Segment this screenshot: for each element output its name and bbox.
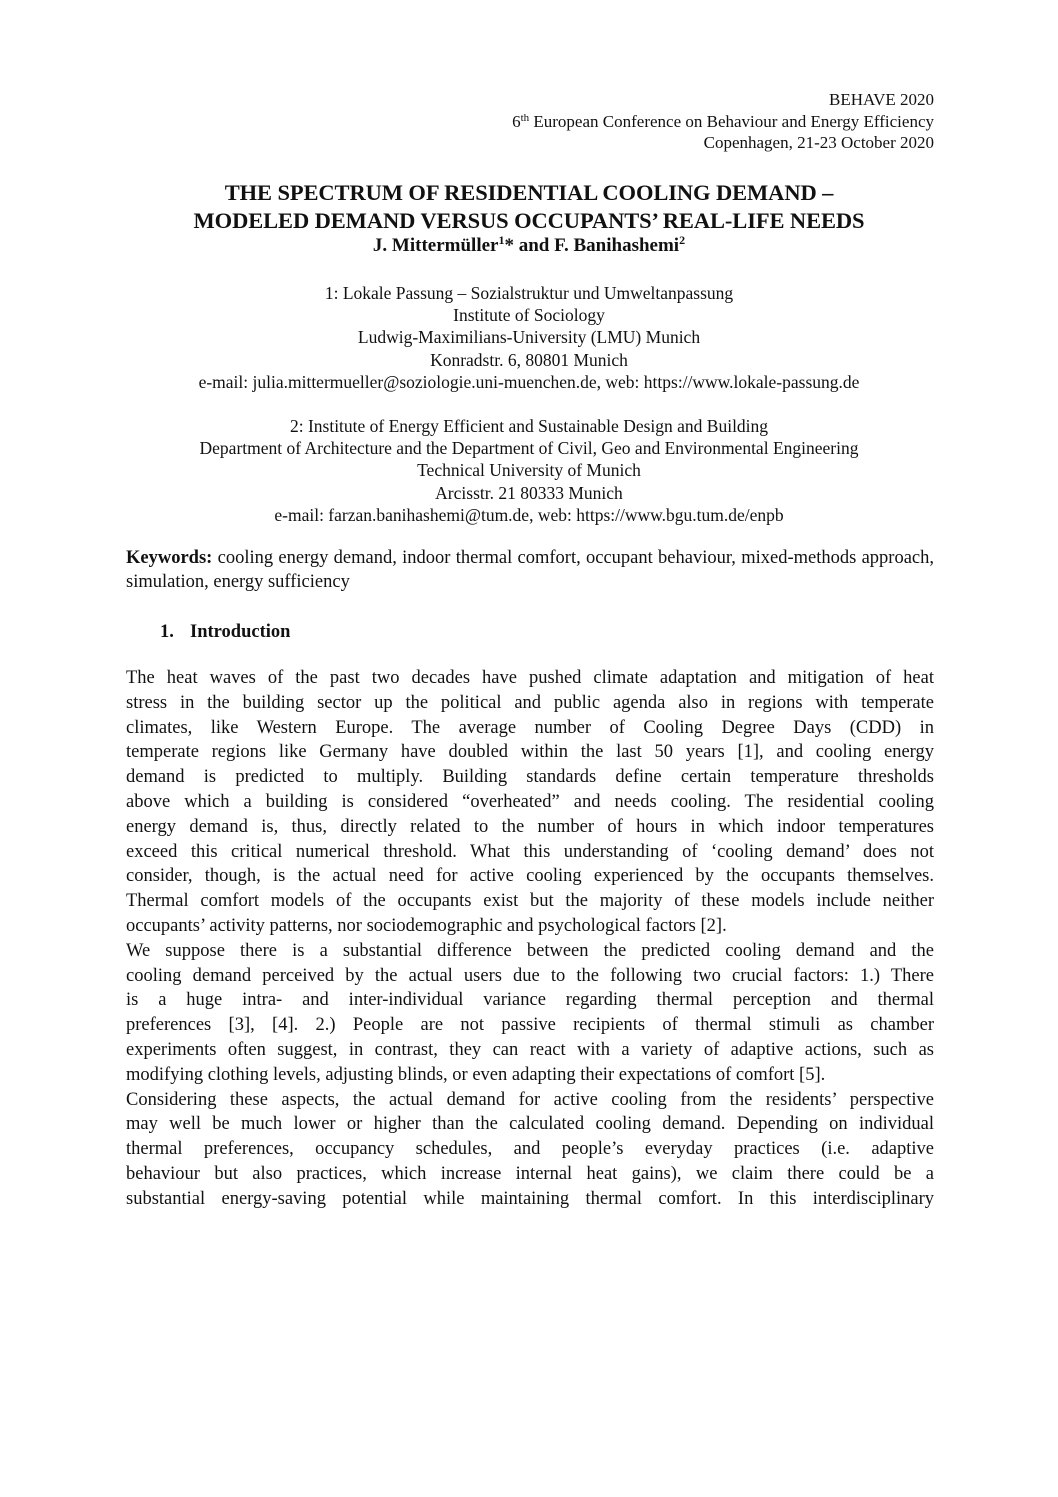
text-line: preferences [3], [4]. 2.) People are not passive recipients of thermal stimuli as chamber	[126, 1015, 934, 1036]
text-line: substantial energy-saving potential while maintaining thermal comfort. In this interdisciplinary	[126, 1188, 934, 1209]
author-2-affiliation: 2	[679, 233, 686, 247]
text-line: Considering these aspects, the actual demand for active cooling from the residents’ perspective	[126, 1089, 934, 1110]
keywords-label: Keywords:	[126, 548, 213, 568]
title-line-2: MODELED DEMAND VERSUS OCCUPANTS’ REAL-LIFE NEEDS	[193, 207, 865, 233]
conference-header	[512, 89, 934, 154]
affiliation-line: Institute of Sociology	[453, 305, 605, 326]
text-line: energy demand is, thus, directly related to the number of hours in which indoor temperatures	[126, 816, 934, 837]
text-line: thermal preferences, occupancy schedules, and people’s everyday practices (i.e. adaptive	[126, 1139, 934, 1160]
text-line: is a huge intra- and inter-individual variance regarding thermal perception and thermal	[126, 990, 934, 1011]
keywords-text: cooling energy demand, indoor thermal comfort, occupant behaviour, mixed-methods approach, simulation, energy sufficiency	[126, 548, 934, 592]
affiliation-2	[60, 415, 998, 526]
affiliation-line: 1: Lokale Passung – Sozialstruktur und Umweltanpassung	[324, 283, 734, 303]
affiliation-line: Department of Architecture and the Department of Civil, Geo and Environmental Engineering	[199, 438, 859, 459]
text-line: behaviour but also practices, which increase internal heat gains), we claim there could be a	[126, 1163, 934, 1184]
text-line: exceed this critical numerical threshold. What this understanding of ‘cooling demand’ does not	[126, 841, 934, 862]
edition-number: 6	[512, 111, 521, 131]
text-line: above which a building is considered “overheated” and needs cooling. The residential cooling	[126, 791, 934, 812]
author-1: J. Mittermüller	[372, 235, 499, 256]
section-heading	[160, 620, 290, 644]
affiliation-1	[60, 282, 998, 393]
corresponding-mark: *	[504, 235, 514, 256]
text-line: We suppose there is a substantial difference between the predicted cooling demand and the	[126, 940, 934, 961]
affiliation-line: Ludwig-Maximilians-University (LMU) Munich	[357, 327, 701, 348]
affiliation-contact: e-mail: farzan.banihashemi@tum.de, web: https://www.bgu.tum.de/enpb	[274, 504, 784, 525]
text-line: Thermal comfort models of the occupants exist but the majority of these models include neither	[126, 891, 934, 912]
text-line: experiments often suggest, in contrast, they can react with a variety of adaptive actions, such as	[126, 1039, 934, 1060]
text-line: cooling demand perceived by the actual users due to the following two crucial factors: 1.) There	[126, 965, 934, 986]
paper-title	[60, 179, 998, 234]
text-line: stress in the building sector up the political and public agenda also in regions with temperate	[126, 692, 934, 713]
affiliation-line: Konradstr. 6, 80801 Munich	[430, 349, 628, 370]
conference-edition	[512, 111, 934, 133]
conference-location-date: Copenhagen, 21-23 October 2020	[703, 133, 934, 152]
text-line: climates, like Western Europe. The average number of Cooling Degree Days (CDD) in	[126, 717, 934, 738]
author-list	[60, 234, 998, 258]
paragraph-3	[126, 1088, 934, 1212]
keywords	[126, 546, 934, 594]
text-line: modifying clothing levels, adjusting blinds, or even adapting their expectations of comfort [5].	[126, 1064, 826, 1085]
paragraph-1	[126, 666, 934, 939]
section-title: Introduction	[190, 622, 291, 642]
conference-name: BEHAVE 2020	[829, 90, 934, 109]
title-line-1: THE SPECTRUM OF RESIDENTIAL COOLING DEMAND –	[224, 180, 834, 205]
text-line: demand is predicted to multiply. Building standards define certain temperature thresholds	[126, 767, 934, 788]
section-number: 1.	[160, 622, 174, 642]
edition-text: European Conference on Behaviour and Energy Efficiency	[529, 111, 934, 131]
affiliation-line: Technical University of Munich	[417, 460, 641, 481]
text-line: The heat waves of the past two decades have pushed climate adaptation and mitigation of heat	[126, 668, 934, 688]
author-2: F. Banihashemi	[554, 235, 680, 256]
edition-suffix: th	[520, 111, 530, 124]
text-line: consider, though, is the actual need for active cooling experienced by the occupants themselves.	[126, 866, 934, 887]
text-line: may well be much lower or higher than the calculated cooling demand. Depending on individual	[126, 1114, 934, 1135]
body-text	[126, 666, 934, 1212]
affiliation-line: 2: Institute of Energy Efficient and Sustainable Design and Building	[289, 416, 769, 436]
affiliation-line: Arcisstr. 21 80333 Munich	[435, 482, 623, 503]
paragraph-2	[126, 939, 934, 1088]
affiliation-contact: e-mail: julia.mittermueller@soziologie.uni-muenchen.de, web: https://www.lokale-passung.de	[198, 371, 860, 392]
author-connector: and	[513, 235, 555, 256]
text-line: temperate regions like Germany have doubled within the last 50 years [1], and cooling energy	[126, 742, 934, 763]
text-line: occupants’ activity patterns, nor sociodemographic and psychological factors [2].	[126, 915, 727, 936]
author-1-affiliation: 1	[498, 233, 505, 247]
